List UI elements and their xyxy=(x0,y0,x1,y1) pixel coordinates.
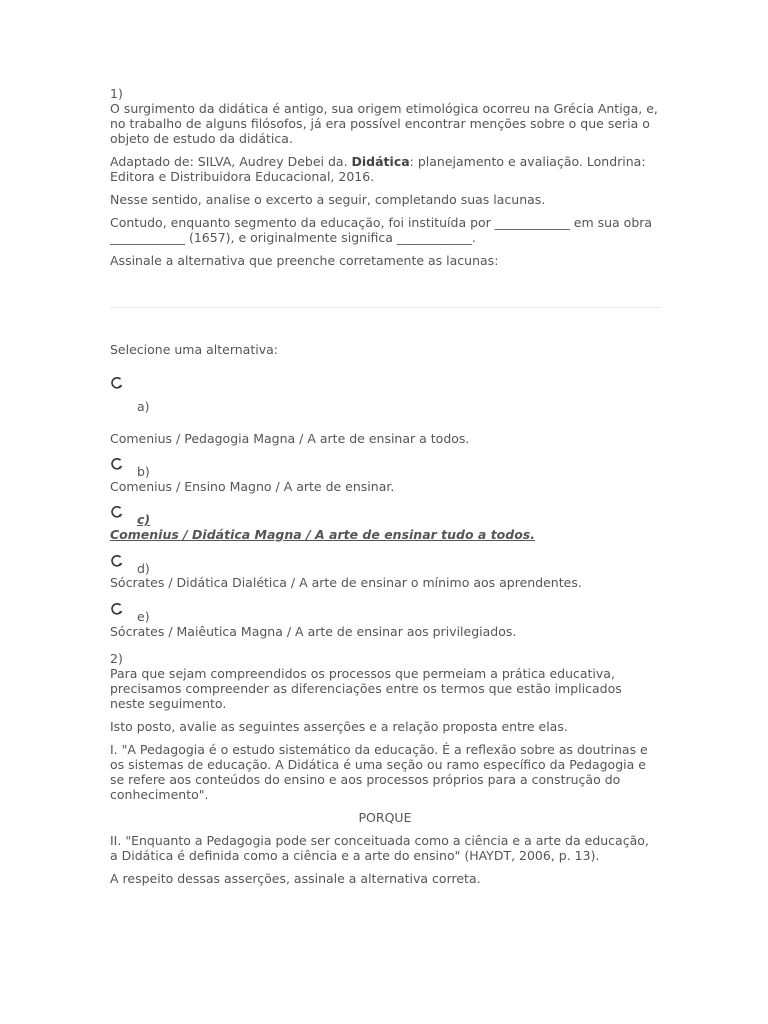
radio-icon xyxy=(110,376,124,390)
radio-option-a[interactable] xyxy=(110,376,124,390)
question-instruction: Isto posto, avalie as seguintes asserções e a relação proposta entre elas. xyxy=(110,719,568,734)
source-suffix: : planejamento e avaliação. Londrina: Editora e Distribuidora Educacional, 2016. xyxy=(110,154,646,184)
question-number: 2) xyxy=(110,651,123,666)
source-prefix: Adaptado de: SILVA, Audrey Debei da. xyxy=(110,154,352,169)
option-e-text[interactable]: Sócrates / Maiêutica Magna / A arte de ensinar aos privilegiados. xyxy=(110,624,517,639)
option-d-text[interactable]: Sócrates / Didática Dialética / A arte de ensinar o mínimo aos aprendentes. xyxy=(110,575,582,590)
divider xyxy=(110,307,660,308)
question-number: 1) xyxy=(110,86,123,101)
question-instruction: Nesse sentido, analise o excerto a seguir, completando suas lacunas. xyxy=(110,192,546,207)
radio-option-e[interactable] xyxy=(110,602,124,616)
option-a-letter: a) xyxy=(137,399,150,414)
radio-icon xyxy=(110,602,124,616)
radio-icon xyxy=(110,505,124,519)
option-e-letter: e) xyxy=(137,609,150,624)
assertion-2: II. "Enquanto a Pedagogia pode ser conceituada como a ciência e a arte da educação, a Didática é definida como a ciência e a arte do ensino" (HAYDT, 2006, p. 13). xyxy=(110,833,649,863)
option-b-text[interactable]: Comenius / Ensino Magno / A arte de ensinar. xyxy=(110,479,395,494)
option-a-text[interactable]: Comenius / Pedagogia Magna / A arte de ensinar a todos. xyxy=(110,431,470,446)
question-excerpt: Contudo, enquanto segmento da educação, foi instituída por ____________ em sua obra ____________ (1657), e originalmente significa ____________. xyxy=(110,215,653,245)
radio-icon xyxy=(110,457,124,471)
select-label: Selecione uma alternativa: xyxy=(110,342,278,357)
question-prompt: Assinale a alternativa que preenche corretamente as lacunas: xyxy=(110,253,499,268)
radio-icon xyxy=(110,554,124,568)
option-c-text[interactable]: Comenius / Didática Magna / A arte de ensinar tudo a todos. xyxy=(110,527,535,542)
question-intro: Para que sejam compreendidos os processos que permeiam a prática educativa, precisamos compreender as diferenciações entre os termos que estão implicados neste seguimento. xyxy=(110,666,622,711)
assertion-1: I. "A Pedagogia é o estudo sistemático da educação. É a reflexão sobre as doutrinas e os sistemas de educação. A Didática é uma seção ou ramo específico da Pedagogia e se refere aos conteúdos do ensino e aos processos próprios para a construção do conhecimento". xyxy=(110,742,648,802)
question-prompt: A respeito dessas asserções, assinale a alternativa correta. xyxy=(110,871,481,886)
question-2 xyxy=(110,651,660,886)
question-intro: O surgimento da didática é antigo, sua origem etimológica ocorreu na Grécia Antiga, e, no trabalho de alguns filósofos, já era possível encontrar menções sobre o que seria o objeto de estudo da didática. xyxy=(110,101,658,146)
radio-option-c[interactable] xyxy=(110,505,124,519)
question-1 xyxy=(110,86,660,268)
connector: PORQUE xyxy=(358,810,412,825)
question-source xyxy=(110,154,660,184)
source-title: Didática xyxy=(351,154,410,169)
radio-option-d[interactable] xyxy=(110,554,124,568)
radio-option-b[interactable] xyxy=(110,457,124,471)
option-b-letter: b) xyxy=(137,464,150,479)
option-c-letter: c) xyxy=(137,512,151,527)
option-d-letter: d) xyxy=(137,561,150,576)
